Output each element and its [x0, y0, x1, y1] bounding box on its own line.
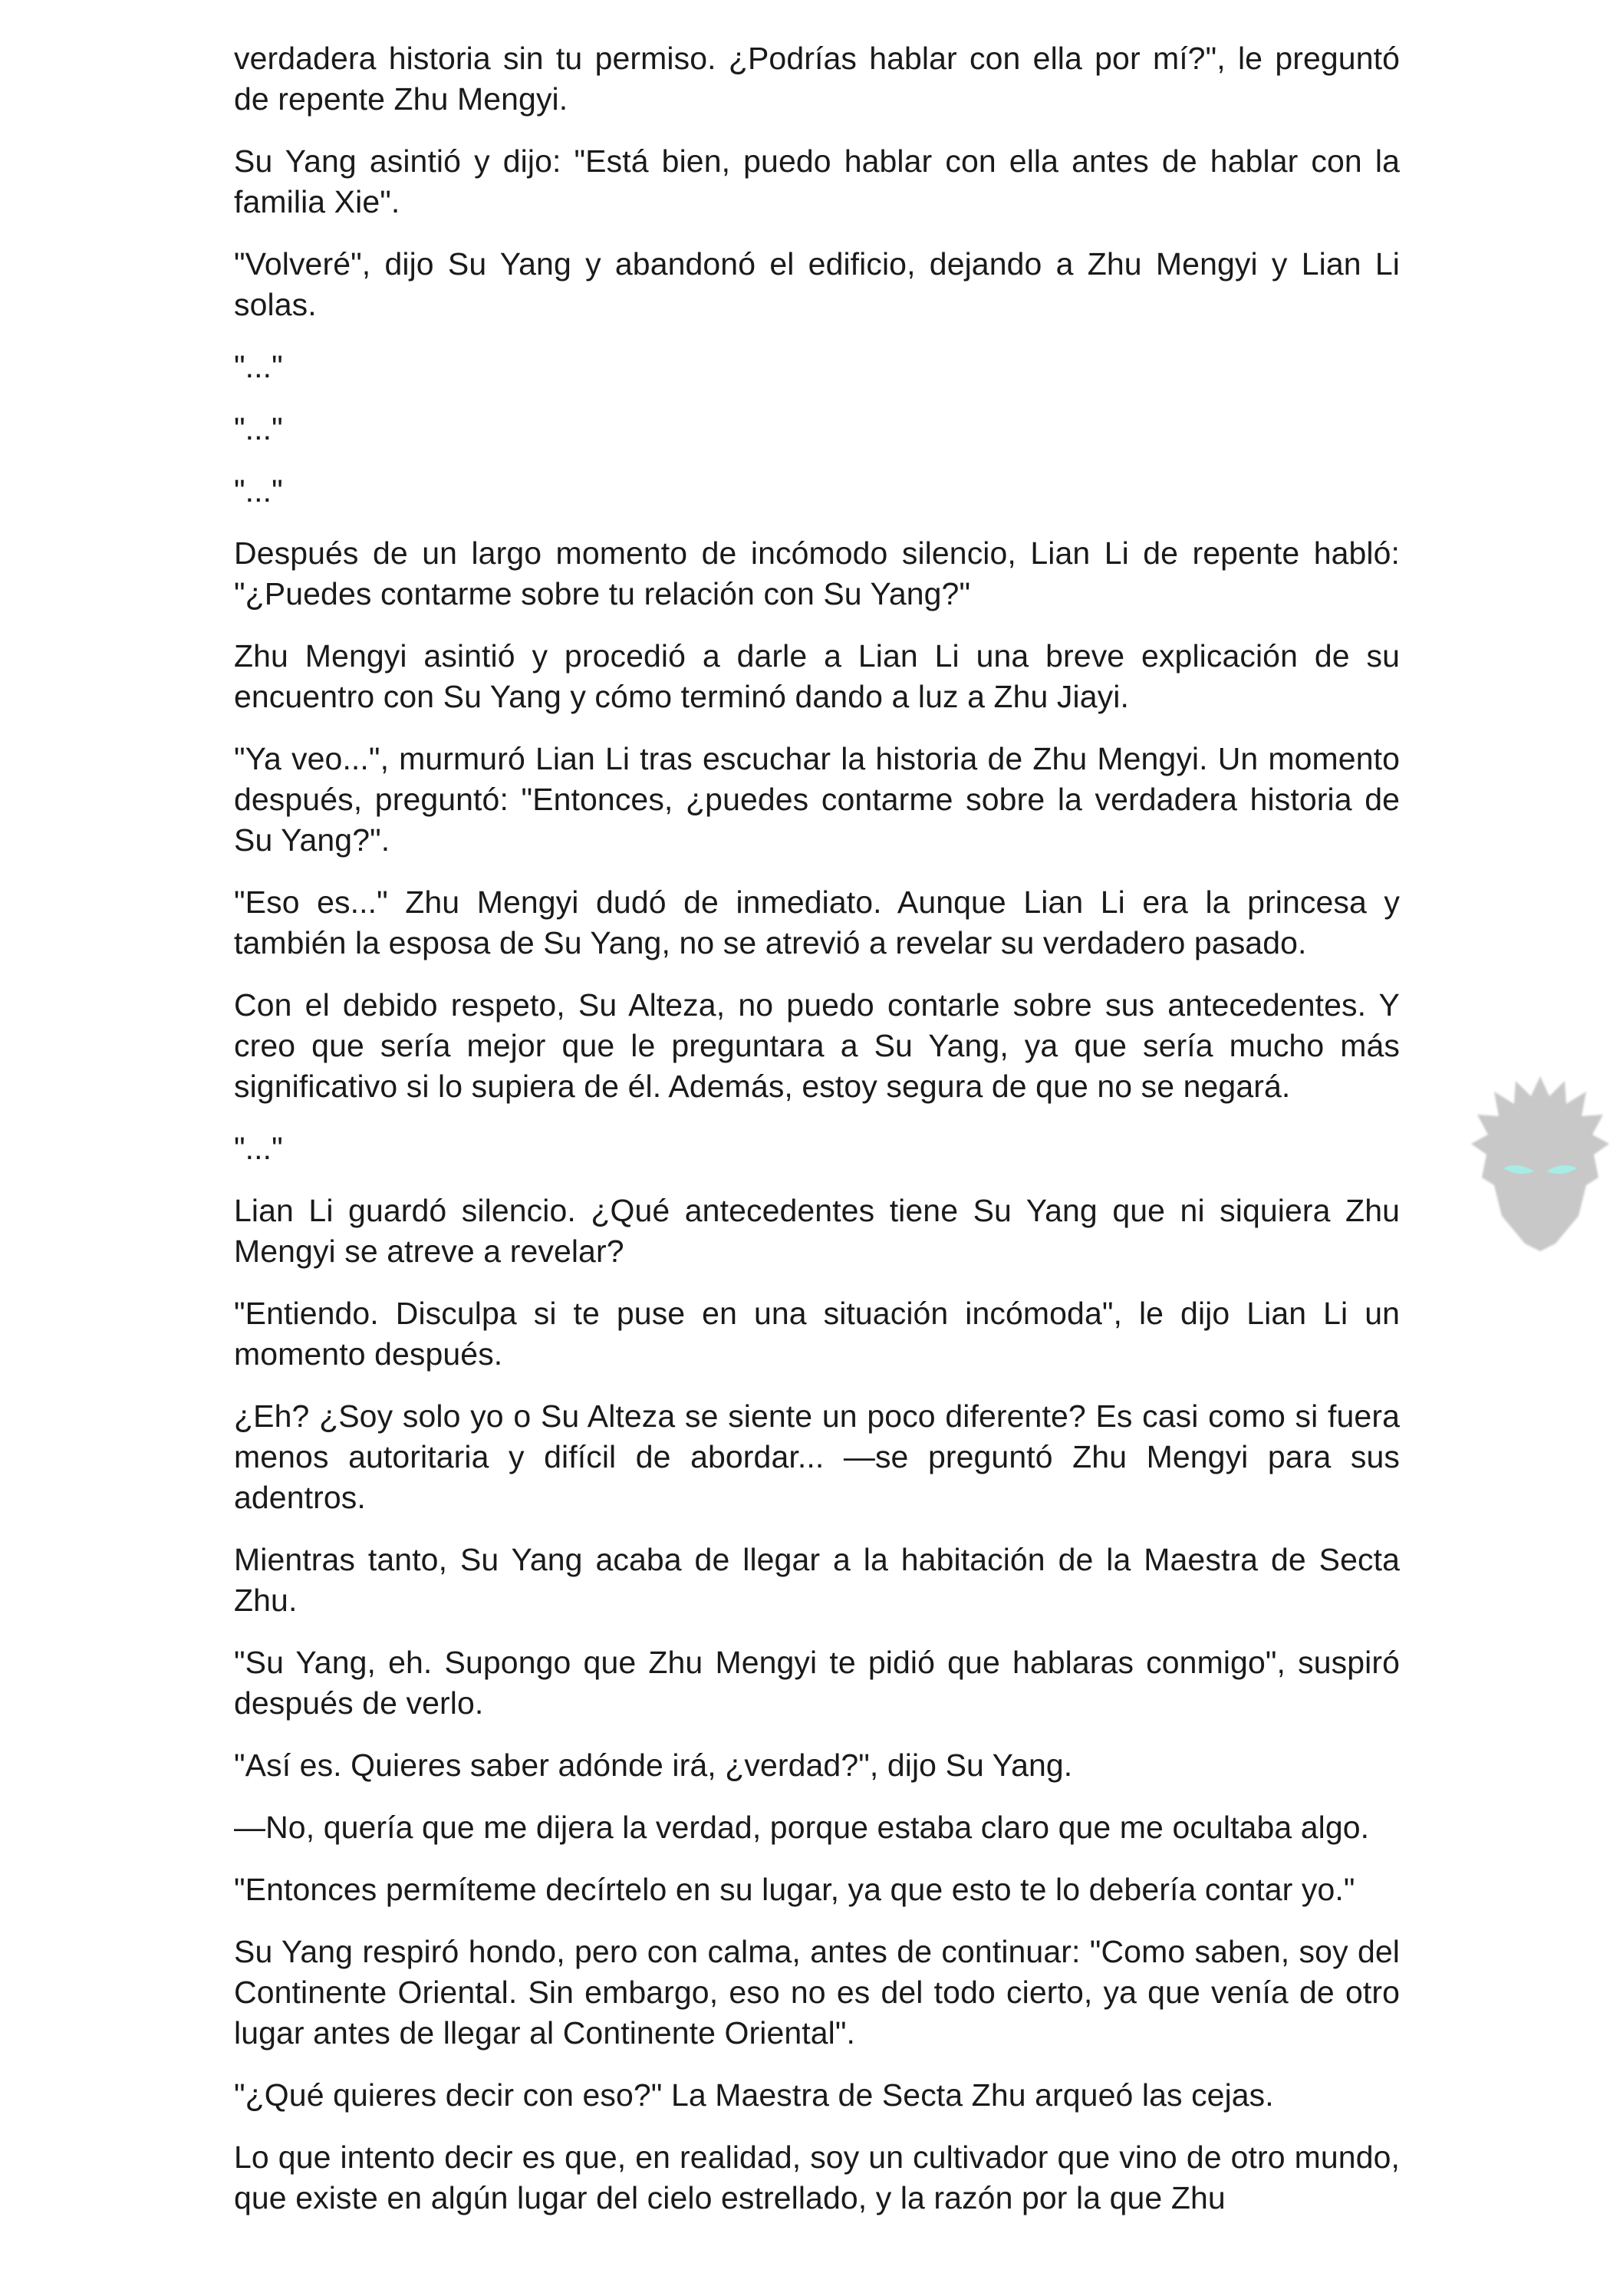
paragraph: Mientras tanto, Su Yang acaba de llegar a la habitación de la Maestra de Secta Zhu.	[234, 1542, 1400, 1618]
paragraph: "Ya veo...", murmuró Lian Li tras escuchar la historia de Zhu Mengyi. Un momento después, preguntó: "Entonces, ¿puedes contarme sobre la verdadera historia de Su Yang?".	[234, 741, 1400, 858]
paragraph: "Entiendo. Disculpa si te puse en una situación incómoda", le dijo Lian Li un momento después.	[234, 1296, 1400, 1372]
paragraph: "..."	[234, 473, 283, 509]
paragraph: "Entonces permíteme decírtelo en su lugar, ya que esto te lo debería contar yo."	[234, 1872, 1355, 1907]
paragraph: "..."	[234, 349, 283, 384]
paragraph: "Eso es..." Zhu Mengyi dudó de inmediato. Aunque Lian Li era la princesa y también la esposa de Su Yang, no se atrevió a revelar su verdadero pasado.	[234, 884, 1400, 960]
paragraph: "Su Yang, eh. Supongo que Zhu Mengyi te pidió que hablaras conmigo", suspiró después de verlo.	[234, 1645, 1400, 1721]
paragraph: Lian Li guardó silencio. ¿Qué antecedentes tiene Su Yang que ni siquiera Zhu Mengyi se atreve a revelar?	[234, 1193, 1400, 1269]
paragraph: "¿Qué quieres decir con eso?" La Maestra de Secta Zhu arqueó las cejas.	[234, 2077, 1274, 2113]
document-page	[234, 38, 1400, 2240]
paragraph: Zhu Mengyi asintió y procedió a darle a Lian Li una breve explicación de su encuentro con Su Yang y cómo terminó dando a luz a Zhu Jiayi.	[234, 638, 1400, 714]
demon-head-watermark-icon	[1463, 1070, 1617, 1254]
paragraph: "..."	[234, 411, 283, 446]
paragraph: "Así es. Quieres saber adónde irá, ¿verdad?", dijo Su Yang.	[234, 1748, 1073, 1783]
paragraph: "Volveré", dijo Su Yang y abandonó el edificio, dejando a Zhu Mengyi y Lian Li solas.	[234, 246, 1400, 322]
paragraph: Después de un largo momento de incómodo silencio, Lian Li de repente habló: "¿Puedes contarme sobre tu relación con Su Yang?"	[234, 535, 1400, 611]
paragraph: Su Yang asintió y dijo: "Está bien, puedo hablar con ella antes de hablar con la familia Xie".	[234, 143, 1400, 219]
paragraph: "..."	[234, 1131, 283, 1166]
demon-head-logo-icon	[1463, 1070, 1617, 1254]
paragraph: —No, quería que me dijera la verdad, porque estaba claro que me ocultaba algo.	[234, 1810, 1370, 1845]
paragraph: Su Yang respiró hondo, pero con calma, antes de continuar: "Como saben, soy del Continente Oriental. Sin embargo, eso no es del todo cierto, ya que venía de otro lugar antes de llegar al Continente Oriental".	[234, 1934, 1400, 2051]
paragraph: Lo que intento decir es que, en realidad, soy un cultivador que vino de otro mundo, que existe en algún lugar del cielo estrellado, y la razón por la que Zhu	[234, 2140, 1400, 2215]
paragraph: Con el debido respeto, Su Alteza, no puedo contarle sobre sus antecedentes. Y creo que sería mejor que le preguntara a Su Yang, ya que sería mucho más significativo si lo supiera de él. Además, estoy segura de que no se negará.	[234, 987, 1400, 1104]
paragraph: verdadera historia sin tu permiso. ¿Podrías hablar con ella por mí?", le preguntó de repente Zhu Mengyi.	[234, 41, 1400, 117]
paragraph: ¿Eh? ¿Soy solo yo o Su Alteza se siente un poco diferente? Es casi como si fuera menos autoritaria y difícil de abordar... —se preguntó Zhu Mengyi para sus adentros.	[234, 1398, 1400, 1515]
